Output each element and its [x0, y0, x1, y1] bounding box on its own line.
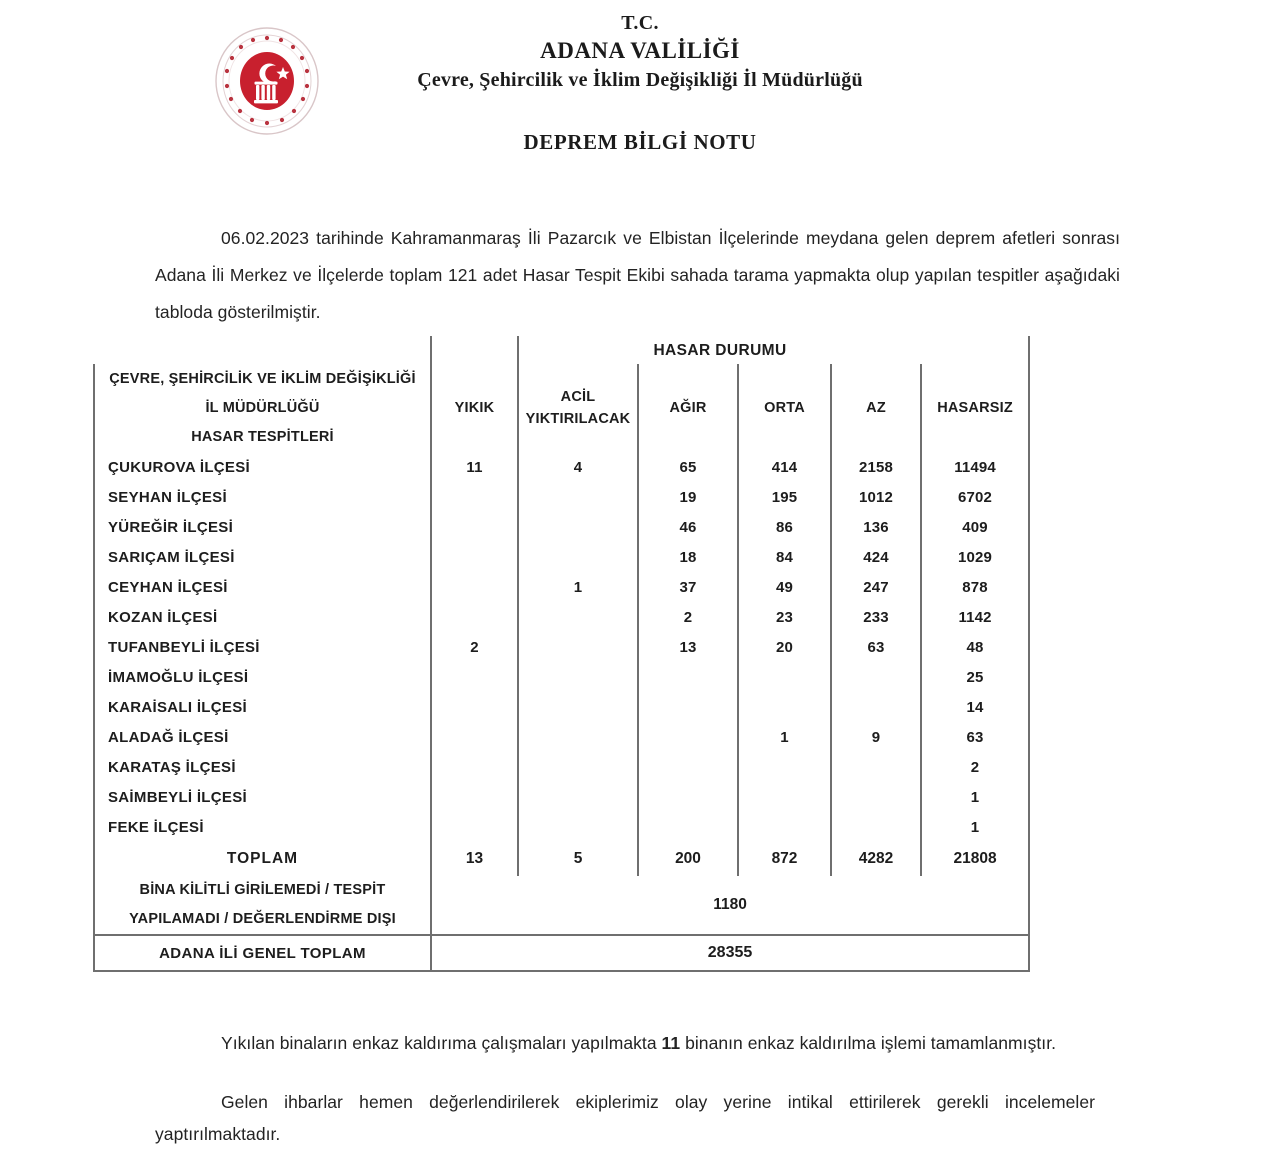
- row-acil: [518, 602, 638, 632]
- span-empty-yikik-cell: [431, 336, 518, 364]
- debris-text-part-1: Yıkılan binaların enkaz kaldırıma çalışmaları yapılmakta: [221, 1032, 662, 1053]
- row-acil: [518, 632, 638, 662]
- table-row: [94, 782, 1029, 812]
- row-az: 233: [831, 602, 921, 632]
- column-header-agir: AĞIR: [638, 364, 738, 452]
- row-az: 247: [831, 572, 921, 602]
- row-district-name: SAİMBEYLİ İLÇESİ: [94, 782, 431, 812]
- table-total-row: [94, 842, 1029, 876]
- row-district-name: CEYHAN İLÇESİ: [94, 572, 431, 602]
- row-district-name: KARAİSALI İLÇESİ: [94, 692, 431, 722]
- row-az: [831, 782, 921, 812]
- row-hasarsiz: 25: [921, 662, 1029, 692]
- row-orta: 23: [738, 602, 831, 632]
- locked-label-line-2: YAPILAMADI / DEĞERLENDİRME DIŞI: [129, 911, 396, 927]
- column-header-name: [94, 364, 431, 452]
- total-az: 4282: [831, 842, 921, 876]
- row-agir: 2: [638, 602, 738, 632]
- row-agir: [638, 782, 738, 812]
- total-yikik: 13: [431, 842, 518, 876]
- acil-header-line-1: ACİL: [560, 389, 596, 405]
- row-hasarsiz: 14: [921, 692, 1029, 722]
- row-hasarsiz: 48: [921, 632, 1029, 662]
- row-yikik: [431, 572, 518, 602]
- row-hasarsiz: 1029: [921, 542, 1029, 572]
- grand-total-value: 28355: [431, 935, 1029, 971]
- locked-buildings-label: [94, 876, 431, 935]
- row-hasarsiz: 1: [921, 782, 1029, 812]
- total-orta: 872: [738, 842, 831, 876]
- row-az: 2158: [831, 452, 921, 482]
- row-district-name: KARATAŞ İLÇESİ: [94, 752, 431, 782]
- row-hasarsiz: 1142: [921, 602, 1029, 632]
- row-orta: [738, 662, 831, 692]
- row-yikik: [431, 542, 518, 572]
- document-header: [0, 0, 1280, 170]
- row-agir: [638, 812, 738, 842]
- row-az: 9: [831, 722, 921, 752]
- total-agir: 200: [638, 842, 738, 876]
- row-yikik: [431, 752, 518, 782]
- row-acil: 1: [518, 572, 638, 602]
- column-header-acil-yiktirilacak: [518, 364, 638, 452]
- row-orta: [738, 692, 831, 722]
- span-hasar-durumu-cell: [518, 336, 921, 364]
- row-yikik: [431, 782, 518, 812]
- column-header-az: AZ: [831, 364, 921, 452]
- column-header-yikik: YIKIK: [431, 364, 518, 452]
- row-orta: [738, 812, 831, 842]
- row-acil: [518, 812, 638, 842]
- column-header-orta: ORTA: [738, 364, 831, 452]
- row-hasarsiz: 63: [921, 722, 1029, 752]
- header-title-block: [330, 10, 950, 94]
- row-agir: 37: [638, 572, 738, 602]
- total-hasarsiz: 21808: [921, 842, 1029, 876]
- row-yikik: [431, 692, 518, 722]
- row-az: 424: [831, 542, 921, 572]
- row-hasarsiz: 6702: [921, 482, 1029, 512]
- reports-handling-paragraph: Gelen ihbarlar hemen değerlendirilerek ekiplerimiz olay yerine intikal ettirilerek gerekli incelemeler yaptırılmaktadır.: [155, 1091, 1095, 1144]
- row-agir: [638, 662, 738, 692]
- row-acil: [518, 692, 638, 722]
- row-orta: [738, 752, 831, 782]
- intro-paragraph: 06.02.2023 tarihinde Kahramanmaraş İli Pazarcık ve Elbistan İlçelerinde meydana gelen deprem afetleri sonrası Adana İli Merkez ve İlçelerde toplam 121 adet Hasar Tespit Ekibi sahada tarama yapmakta olup yapılan tespitler aşağıdaki tabloda gösterilmiştir.: [155, 227, 1120, 322]
- debris-count: 11: [661, 1032, 681, 1053]
- table-row: [94, 812, 1029, 842]
- row-district-name: ÇUKUROVA İLÇESİ: [94, 452, 431, 482]
- turkish-state-emblem-icon: [213, 26, 321, 136]
- name-header-line-3: HASAR TESPİTLERİ: [191, 428, 334, 445]
- column-header-hasarsiz: HASARSIZ: [921, 364, 1029, 452]
- table-row: [94, 542, 1029, 572]
- row-district-name: SEYHAN İLÇESİ: [94, 482, 431, 512]
- row-district-name: TUFANBEYLİ İLÇESİ: [94, 632, 431, 662]
- table-row: [94, 662, 1029, 692]
- row-az: [831, 752, 921, 782]
- row-yikik: [431, 512, 518, 542]
- table-span-header-row: [94, 336, 1029, 364]
- total-label: TOPLAM: [94, 842, 431, 876]
- table-row: [94, 572, 1029, 602]
- row-acil: [518, 512, 638, 542]
- table-row: [94, 452, 1029, 482]
- row-acil: [518, 542, 638, 572]
- row-orta: 20: [738, 632, 831, 662]
- grand-total-label: ADANA İLİ GENEL TOPLAM: [94, 935, 431, 971]
- table-row: [94, 752, 1029, 782]
- row-agir: 13: [638, 632, 738, 662]
- damage-assessment-table: [93, 336, 1028, 972]
- row-acil: 4: [518, 452, 638, 482]
- row-agir: 18: [638, 542, 738, 572]
- row-agir: [638, 692, 738, 722]
- header-line-directorate: Çevre, Şehircilik ve İklim Değişikliği İl Müdürlüğü: [417, 69, 863, 91]
- debris-text-part-2: binanın enkaz kaldırılma işlemi tamamlanmıştır.: [680, 1032, 1057, 1053]
- row-agir: 19: [638, 482, 738, 512]
- row-agir: [638, 722, 738, 752]
- row-agir: [638, 752, 738, 782]
- debris-removal-paragraph: [155, 1030, 1120, 1056]
- row-agir: 46: [638, 512, 738, 542]
- row-hasarsiz: 878: [921, 572, 1029, 602]
- locked-buildings-value: 1180: [431, 876, 1029, 935]
- span-empty-name-cell: [94, 336, 431, 364]
- table-row: [94, 512, 1029, 542]
- row-yikik: 2: [431, 632, 518, 662]
- total-acil: 5: [518, 842, 638, 876]
- row-acil: [518, 782, 638, 812]
- row-acil: [518, 752, 638, 782]
- row-az: [831, 662, 921, 692]
- row-district-name: SARIÇAM İLÇESİ: [94, 542, 431, 572]
- row-district-name: YÜREĞİR İLÇESİ: [94, 512, 431, 542]
- table-row: [94, 722, 1029, 752]
- table-header-row: [94, 364, 1029, 452]
- row-orta: 414: [738, 452, 831, 482]
- row-acil: [518, 722, 638, 752]
- row-yikik: [431, 812, 518, 842]
- row-az: 63: [831, 632, 921, 662]
- row-district-name: İMAMOĞLU İLÇESİ: [94, 662, 431, 692]
- row-agir: 65: [638, 452, 738, 482]
- row-orta: 1: [738, 722, 831, 752]
- row-orta: [738, 782, 831, 812]
- row-yikik: [431, 722, 518, 752]
- row-yikik: 11: [431, 452, 518, 482]
- table-row: [94, 482, 1029, 512]
- row-district-name: FEKE İLÇESİ: [94, 812, 431, 842]
- table-row: [94, 602, 1029, 632]
- acil-header-line-2: YIKTIRILACAK: [525, 411, 631, 427]
- row-orta: 84: [738, 542, 831, 572]
- row-hasarsiz: 1: [921, 812, 1029, 842]
- row-district-name: ALADAĞ İLÇESİ: [94, 722, 431, 752]
- row-az: [831, 692, 921, 722]
- row-orta: 195: [738, 482, 831, 512]
- hasar-durumu-label: HASAR DURUMU: [653, 341, 787, 359]
- table-row: [94, 632, 1029, 662]
- locked-label-line-1: BİNA KİLİTLİ GİRİLEMEDİ / TESPİT: [139, 882, 386, 898]
- row-hasarsiz: 11494: [921, 452, 1029, 482]
- row-district-name: KOZAN İLÇESİ: [94, 602, 431, 632]
- header-line-governorship: ADANA VALİLİĞİ: [540, 38, 740, 63]
- row-hasarsiz: 409: [921, 512, 1029, 542]
- row-orta: 86: [738, 512, 831, 542]
- span-empty-hasarsiz-cell: [921, 336, 1029, 364]
- page-title: DEPREM BİLGİ NOTU: [523, 130, 757, 154]
- row-yikik: [431, 482, 518, 512]
- row-yikik: [431, 602, 518, 632]
- row-az: [831, 812, 921, 842]
- table-grand-total-row: [94, 935, 1029, 971]
- row-orta: 49: [738, 572, 831, 602]
- row-acil: [518, 482, 638, 512]
- row-yikik: [431, 662, 518, 692]
- name-header-line-2: İL MÜDÜRLÜĞÜ: [205, 399, 320, 416]
- row-hasarsiz: 2: [921, 752, 1029, 782]
- row-az: 136: [831, 512, 921, 542]
- header-line-tc: T.C.: [621, 12, 659, 34]
- table-row: [94, 692, 1029, 722]
- name-header-line-1: ÇEVRE, ŞEHİRCİLİK VE İKLİM DEĞİŞİKLİĞİ: [109, 370, 416, 387]
- table-locked-buildings-row: [94, 876, 1029, 935]
- row-acil: [518, 662, 638, 692]
- row-az: 1012: [831, 482, 921, 512]
